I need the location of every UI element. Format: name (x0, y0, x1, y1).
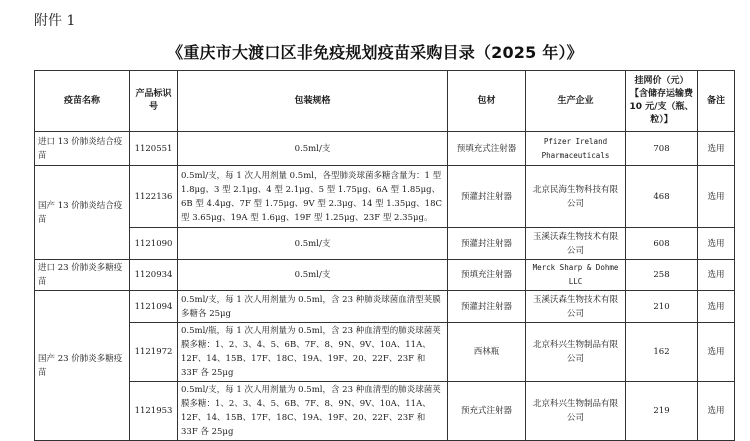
document-title: 《重庆市大渡口区非免疫规划疫苗采购目录（2025 年）》 (167, 43, 583, 62)
product-code-cell: 1121972 (130, 323, 178, 382)
product-code-cell: 1120551 (130, 132, 178, 166)
vaccine-catalog-table (34, 70, 735, 441)
price-cell: 708 (626, 132, 698, 166)
price-cell: 608 (626, 228, 698, 260)
packaging-material-cell: 预填充式注射器 (448, 132, 526, 166)
table-row (35, 291, 735, 323)
header-note: 备注 (698, 71, 735, 132)
product-code-cell: 1121090 (130, 228, 178, 260)
manufacturer-cell: Merck Sharp & Dohme LLC (526, 260, 626, 291)
package-spec-cell: 0.5ml/支，每 1 次人用剂量为 0.5ml，含 23 种肺炎球菌血清型荚膜多糖各 25μg (178, 291, 448, 323)
table-row (35, 260, 735, 291)
header-package-spec: 包装规格 (178, 71, 448, 132)
package-spec-cell: 0.5ml/支，每 1 次人用剂量为 0.5ml，含 23 种血清型的肺炎球菌荚膜多糖：1、2、3、4、5、6B、7F、8、9N、9V、10A、11A、12F、14、15B、17F、18C、19A、19F、20、22F、23F 和 33F 各 25μg (178, 382, 448, 441)
package-spec-cell: 0.5ml/支 (178, 260, 448, 291)
packaging-material-cell: 预灌封注射器 (448, 166, 526, 228)
product-code-cell: 1122136 (130, 166, 178, 228)
note-cell: 选用 (698, 260, 735, 291)
packaging-material-cell: 预充式注射器 (448, 382, 526, 441)
header-listed-price: 挂网价（元）【含储存运输费 10 元/支（瓶、粒）】 (626, 71, 698, 132)
table-row (35, 228, 735, 260)
product-code-cell: 1120934 (130, 260, 178, 291)
product-code-cell: 1121094 (130, 291, 178, 323)
header-product-code: 产品标识号 (130, 71, 178, 132)
table-row (35, 323, 735, 382)
note-cell: 选用 (698, 228, 735, 260)
note-cell: 选用 (698, 166, 735, 228)
package-spec-cell: 0.5ml/支 (178, 132, 448, 166)
manufacturer-cell: 北京科兴生物制品有限公司 (526, 323, 626, 382)
header-vaccine-name: 疫苗名称 (35, 71, 130, 132)
packaging-material-cell: 预灌封注射器 (448, 228, 526, 260)
note-cell: 选用 (698, 132, 735, 166)
price-cell: 468 (626, 166, 698, 228)
package-spec-cell: 0.5ml/支，每 1 次人用剂量 0.5ml，各型肺炎球菌多糖含量为：1 型 1.8μg、3 型 2.1μg、4 型 2.1μg、5 型 1.75μg、6A 型 1.85μg、6B 型 4.4μg、7F 型 1.75μg、9V 型 2.3μg、14 型 1.35μg、18C 型 3.65μg、19A 型 1.6μg、19F 型 1.25μg、23F 型 2.35μg。 (178, 166, 448, 228)
manufacturer-cell: Pfizer Ireland Pharmaceuticals (526, 132, 626, 166)
manufacturer-cell: 玉溪沃森生物技术有限公司 (526, 228, 626, 260)
note-cell: 选用 (698, 382, 735, 441)
vaccine-name-cell: 国产 13 价肺炎结合疫苗 (35, 166, 130, 260)
manufacturer-cell: 玉溪沃森生物技术有限公司 (526, 291, 626, 323)
price-cell: 258 (626, 260, 698, 291)
note-cell: 选用 (698, 323, 735, 382)
product-code-cell: 1121953 (130, 382, 178, 441)
package-spec-cell: 0.5ml/支 (178, 228, 448, 260)
packaging-material-cell: 西林瓶 (448, 323, 526, 382)
attachment-label: 附件 1 (34, 13, 76, 29)
package-spec-cell: 0.5ml/瓶，每 1 次人用剂量为 0.5ml，含 23 种血清型的肺炎球菌荚膜多糖：1、2、3、4、5、6B、7F、8、9N、9V、10A、11A、12F、14、15B、17F、18C、19A、19F、20、22F、23F 和 33F 各 25μg (178, 323, 448, 382)
table-row (35, 166, 735, 228)
header-manufacturer: 生产企业 (526, 71, 626, 132)
note-cell: 选用 (698, 291, 735, 323)
price-cell: 219 (626, 382, 698, 441)
vaccine-name-cell: 进口 13 价肺炎结合疫苗 (35, 132, 130, 166)
packaging-material-cell: 预填充注射器 (448, 260, 526, 291)
vaccine-name-cell: 国产 23 价肺炎多糖疫苗 (35, 291, 130, 441)
price-cell: 210 (626, 291, 698, 323)
header-packaging-material: 包材 (448, 71, 526, 132)
manufacturer-cell: 北京民海生物科技有限公司 (526, 166, 626, 228)
manufacturer-cell: 北京科兴生物制品有限公司 (526, 382, 626, 441)
packaging-material-cell: 预灌封注射器 (448, 291, 526, 323)
vaccine-name-cell: 进口 23 价肺炎多糖疫苗 (35, 260, 130, 291)
table-row (35, 382, 735, 441)
price-cell: 162 (626, 323, 698, 382)
table-row (35, 132, 735, 166)
header-row (35, 71, 735, 132)
